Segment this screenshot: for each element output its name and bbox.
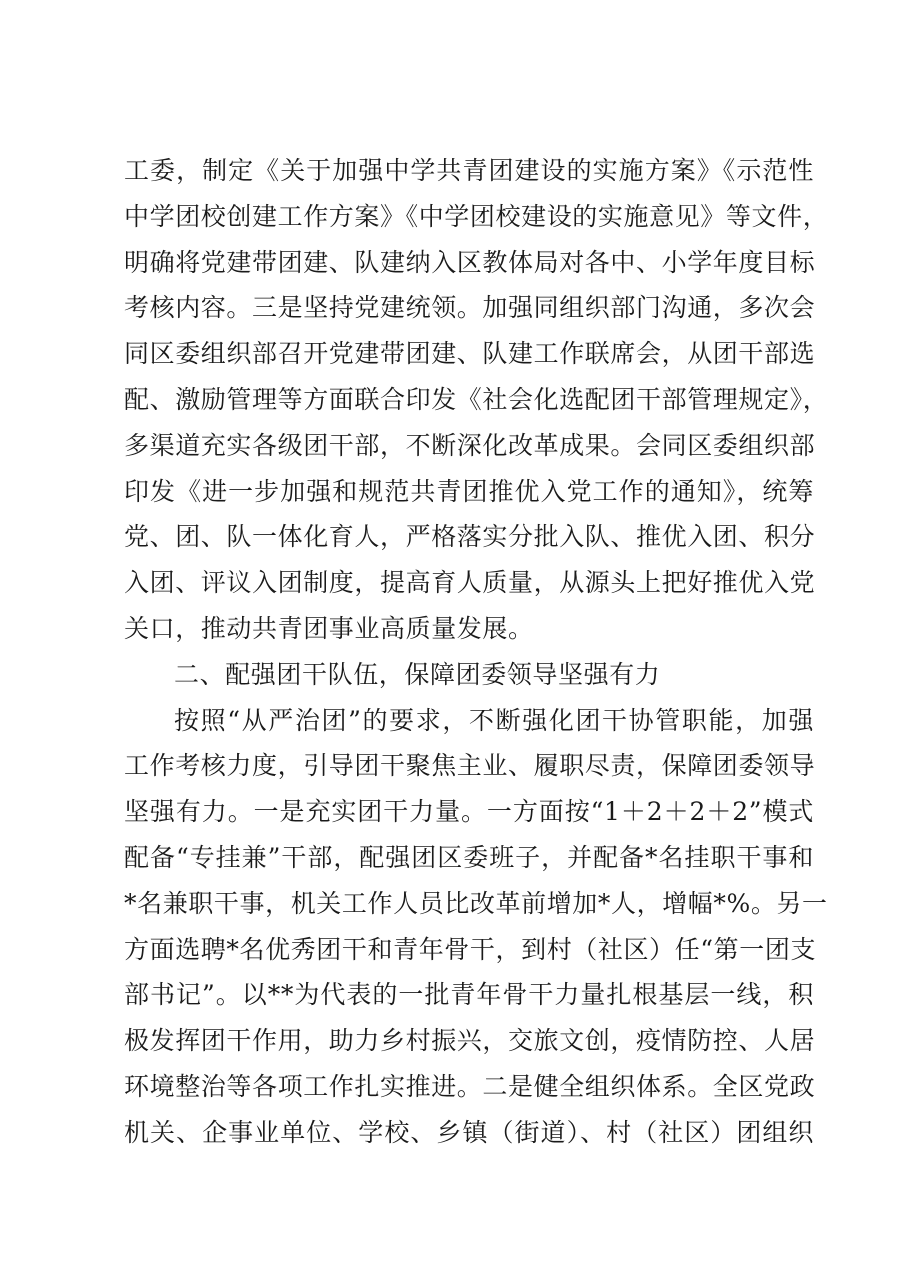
text-line: 机关、企事业单位、学校、乡镇（街道）、村（社区）团组织 — [124, 1117, 814, 1147]
text-line: 环境整治等各项工作扎实推进。二是健全组织体系。全区党政 — [124, 1071, 816, 1101]
document-body — [124, 148, 829, 1156]
text-line: 明确将党建带团建、队建纳入区教体局对各中、小学年度目标 — [124, 247, 816, 277]
text-line: 工作考核力度，引导团干聚焦主业、履职尽责，保障团委领导 — [124, 751, 816, 781]
text-line: 方面选聘*名优秀团干和青年骨干，到村（社区）任“第一团支 — [124, 934, 817, 964]
text-line: 极发挥团干作用，助力乡村振兴，交旅文创，疫情防控、人居 — [124, 1026, 816, 1056]
text-line: *名兼职干事，机关工作人员比改革前增加*人，增幅*%。另一 — [124, 888, 828, 918]
section-heading: 二、配强团干队伍，保障团委领导坚强有力 — [174, 659, 661, 689]
text-line: 党、团、队一体化育人，严格落实分批入队、推优入团、积分 — [124, 522, 816, 552]
text-line: 坚强有力。一是充实团干力量。一方面按“1＋2＋2＋2”模式 — [124, 797, 814, 827]
text-line: 按照“从严治团”的要求，不断强化团干协管职能，加强 — [174, 705, 814, 735]
text-line: 入团、评议入团制度，提高育人质量，从源头上把好推优入党 — [124, 568, 816, 598]
text-line: 多渠道充实各级团干部，不断深化改革成果。会同区委组织部 — [124, 430, 816, 460]
text-line: 配、激励管理等方面联合印发《社会化选配团干部管理规定》， — [124, 384, 829, 414]
paragraph-1 — [124, 148, 829, 652]
text-line: 中学团校创建工作方案》《中学团校建设的实施意见》等文件， — [124, 201, 829, 231]
text-line: 考核内容。三是坚持党建统领。加强同组织部门沟通，多次会 — [124, 293, 816, 323]
text-line: 部书记”。以**为代表的一批青年骨干力量扎根基层一线，积 — [124, 980, 814, 1010]
text-line: 印发《进一步加强和规范共青团推优入党工作的通知》，统筹 — [124, 476, 814, 506]
text-line: 同区委组织部召开党建带团建、队建工作联席会，从团干部选 — [124, 339, 816, 369]
text-line: 配备“专挂兼”干部，配强团区委班子，并配备*名挂职干事和 — [124, 842, 814, 872]
text-line: 关口，推动共青团事业高质量发展。 — [124, 613, 534, 643]
text-line: 工委，制定《关于加强中学共青团建设的实施方案》《示范性 — [124, 156, 814, 185]
paragraph-2 — [124, 698, 828, 1156]
